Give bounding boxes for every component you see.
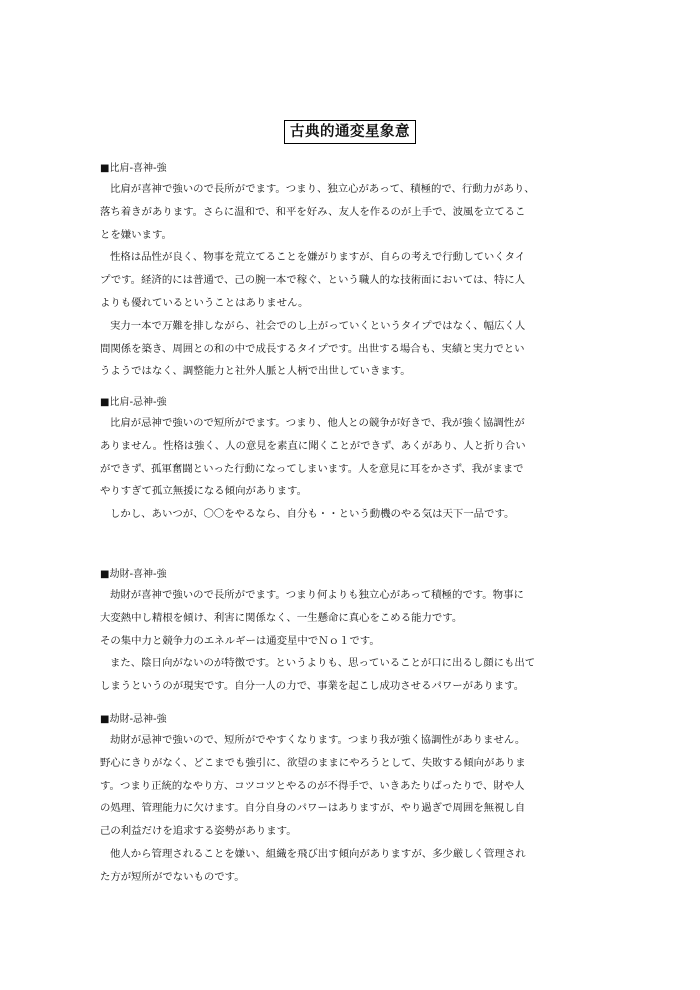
text-line: ありません。性格は強く、人の意見を素直に聞くことができず、あくがあり、人と折り合い [100, 439, 526, 452]
text-line: 実力一本で万難を排しながら、社会でのし上がっていくというタイプではなく、幅広く人 [110, 319, 526, 332]
paragraph [100, 178, 600, 246]
paragraph [100, 843, 600, 889]
paragraph [100, 503, 600, 526]
section-hikken-imigami [100, 394, 600, 526]
text-line: しかし、あいつが、〇〇をやるなら、自分も・・という動機のやる気は天下一品です。 [110, 508, 515, 521]
paragraph [100, 630, 600, 653]
text-line: 己の利益だけを追求する姿勢があります。 [100, 825, 297, 838]
title-wrap [0, 120, 700, 144]
text-line: 間関係を築き、周囲との和の中で成長するタイプです。出世する場合も、実績と実力でとい [100, 342, 525, 355]
text-line: 性格は品性が良く、物事を荒立てることを嫌がりますが、自らの考えで行動していくタイ [110, 251, 526, 264]
text-line: 落ち着きがあります。さらに温和で、和平を好み、友人を作るのが上手で、波風を立てるこ [100, 205, 526, 218]
text-line: す。つまり正統的なやり方、コツコツとやるのが不得手で、いきあたりばったりで、財や人 [100, 779, 525, 792]
text-line: ができず、孤軍奮闘といった行動になってしまいます。人を意見に耳をかさず、我がままで [100, 462, 524, 475]
section-heading: ■劫財-忌神-強 [100, 714, 167, 725]
text-line: よりも優れているということはありません。 [100, 296, 309, 309]
section-heading: ■劫財-喜神-強 [100, 569, 167, 580]
text-line: 大変熱中し精根を傾け、利害に関係なく、一生懸命に真心をこめる能力です。 [100, 611, 463, 624]
paragraph [100, 246, 600, 314]
text-line: 他人から管理されることを嫌い、組織を飛び出す傾向がありますが、多少厳しく管理され [110, 847, 526, 860]
paragraph [100, 652, 600, 698]
text-line: また、陰日向がないのが特徴です。というよりも、思っていることが口に出るし顔にも出て [110, 657, 536, 670]
text-line: うようではなく、調整能力と社外人脈と人柄で出世していきます。 [100, 365, 411, 378]
text-line: 比肩が喜神で強いので長所がでます。つまり、独立心があって、積極的で、行動力があり、 [110, 183, 535, 195]
paragraph [100, 315, 600, 383]
section-heading: ■比肩-忌神-強 [100, 397, 167, 408]
section-heading: ■比肩-喜神-強 [100, 163, 167, 174]
text-line: の処理、管理能力に欠けます。自分自身のパワーはありますが、やり過ぎで周囲を無視し自 [100, 802, 526, 815]
page-title: 古典的通変星象意 [284, 120, 416, 144]
text-line: た方が短所がでないものです。 [100, 870, 245, 883]
text-line: 比肩が忌神で強いので短所がでます。つまり、他人との競争が好きで、我が強く協調性が [110, 417, 525, 429]
text-line: その集中力と競争力のエネルギーは通変星中でＮｏ１です。 [100, 634, 380, 647]
text-line: しまうというのが現実です。自分一人の力で、事業を起こし成功させるパワーがあります。 [100, 680, 525, 693]
text-line: 野心にきりがなく、どこまでも強引に、欲望のままにやろうとして、失敗する傾向がありま [100, 756, 526, 769]
paragraph [100, 412, 600, 503]
text-line: 劫財が喜神で強いので長所がでます。つまり何よりも独立心があって積極的です。物事に [110, 589, 524, 601]
section-gouzai-imigami [100, 711, 600, 889]
section-hikken-kishin [100, 160, 600, 383]
paragraph [100, 729, 600, 843]
text-line: やりすぎて孤立無援になる傾向があります。 [100, 485, 307, 498]
text-line: プです。経済的には普通で、己の腕一本で稼ぐ、という職人的な技術面においては、特に人 [100, 274, 526, 287]
text-line: とを嫌います。 [100, 228, 172, 241]
section-gouzai-kishin [100, 566, 600, 698]
text-line: 劫財が忌神で強いので、短所がでやすくなります。つまり我が強く協調性がありません。 [110, 734, 526, 746]
paragraph [100, 584, 600, 630]
